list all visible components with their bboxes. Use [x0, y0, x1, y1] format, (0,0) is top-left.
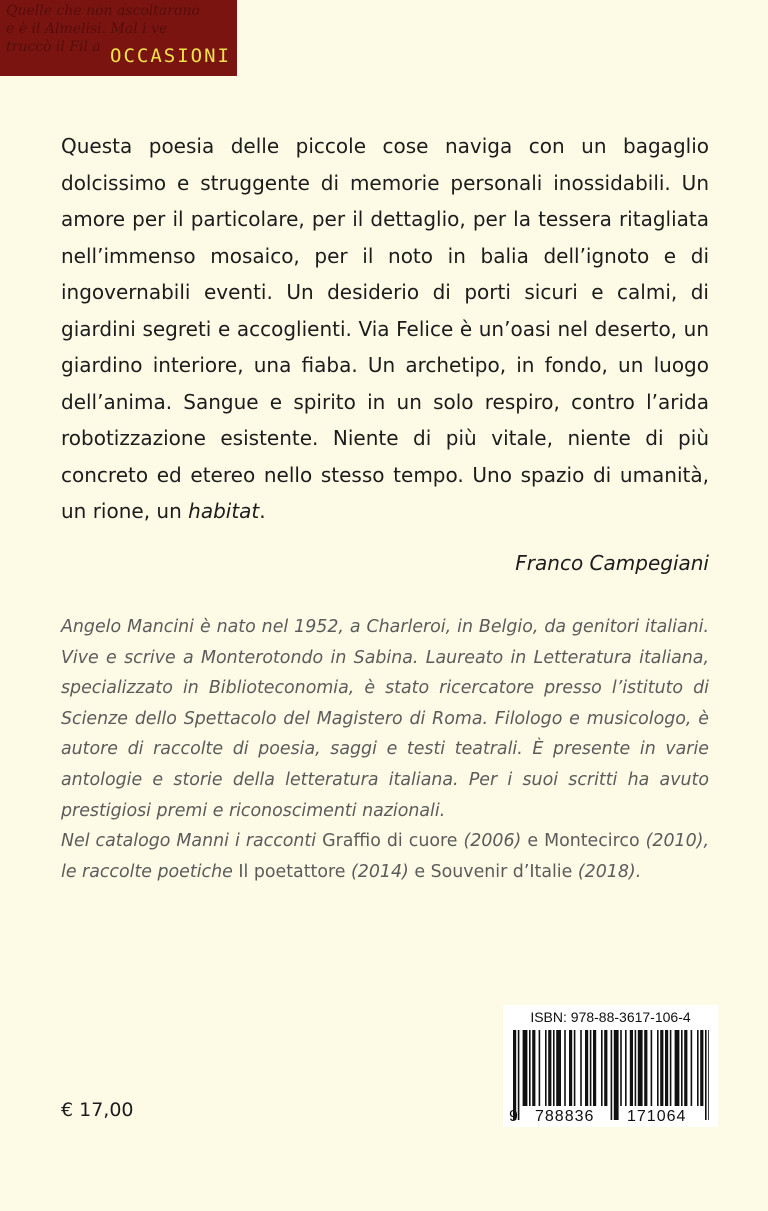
barcode-bar — [670, 1030, 672, 1106]
barcode-bar — [644, 1030, 647, 1106]
barcode-bar — [529, 1030, 531, 1106]
barcode-bar — [553, 1030, 555, 1106]
barcode-bar — [691, 1030, 693, 1106]
barcode-bar — [684, 1030, 687, 1106]
blurb — [61, 128, 709, 530]
barcode-bar — [569, 1030, 572, 1106]
price: € 17,00 — [61, 1099, 134, 1121]
barcode-icon — [513, 1030, 709, 1120]
series-label: OCCASIONI — [110, 45, 231, 67]
barcode-bar — [665, 1030, 668, 1106]
barcode-bar — [625, 1030, 627, 1106]
barcode-bar — [545, 1030, 547, 1106]
barcode-bar — [593, 1030, 596, 1106]
blurb-text: Questa poesia delle piccole cose naviga con un bagaglio dolcissimo e struggente di memorie personali inossidabili. Un amore per il particolare, per il dettaglio, per la tessera ritagliata nell’immenso mosaico, per il noto in balia dell’ignoto e di ingovernabili eventi. Un desiderio di porti sicuri e calmi, di giardini segreti e accoglienti. Via Felice è un’oasi nel deserto, un giardino interiore, una fiaba. Un archetipo, in fondo, un luogo dell’anima. Sangue e spirito in un solo respiro, contro l’arida robotizzazione esistente. Niente di più vitale, niente di più concreto ed etereo nello stesso tempo. Uno spazio di umanità, un rione, un habitat. — [61, 134, 709, 523]
barcode-bar — [585, 1030, 588, 1106]
bio-catalog: Nel catalogo Manni i racconti Graffio di cuore (2006) e Montecirco (2010), le raccolte poetiche Il poetattore (2014) e Souvenir d’Italie (2018). — [61, 831, 709, 882]
barcode-bar — [604, 1030, 607, 1106]
barcode-bar — [620, 1030, 622, 1106]
barcode-bar — [700, 1030, 703, 1106]
barcode-bar — [681, 1030, 683, 1106]
barcode-bar — [513, 1030, 516, 1120]
author-bio — [61, 612, 709, 887]
barcode-bar — [651, 1030, 653, 1106]
barcode-bar — [532, 1030, 535, 1106]
barcode-bar — [518, 1030, 520, 1120]
handwriting-background: Quelle che non ascoltarono e è il Almelisi. Mal i ve truccò il Fil a — [6, 3, 200, 55]
barcode-bar — [697, 1030, 699, 1106]
barcode-bar — [548, 1030, 551, 1106]
barcode-bar — [660, 1030, 663, 1106]
barcode-bar — [638, 1030, 643, 1106]
barcode-bar — [564, 1030, 566, 1106]
barcode-bar — [580, 1030, 582, 1106]
barcode-bar — [539, 1030, 541, 1106]
barcode-digit-group-left: 788836 — [535, 1108, 595, 1125]
barcode-digit-group-right: 171064 — [627, 1108, 687, 1125]
barcode-bar — [630, 1030, 633, 1106]
barcode-bar — [675, 1030, 680, 1106]
barcode-digit-lead: 9 — [509, 1108, 519, 1125]
barcode-bar — [614, 1030, 619, 1120]
barcode-bar — [635, 1030, 637, 1106]
barcode-bar — [590, 1030, 592, 1106]
blurb-signature: Franco Campegiani — [515, 551, 709, 575]
barcode-bar — [611, 1030, 613, 1120]
bio-paragraph: Angelo Mancini è nato nel 1952, a Charleroi, in Belgio, da genitori italiani. Vive e scrive a Monterotondo in Sabina. Laureato in Letteratura italiana, specializzato in Biblioteconomia, è stato ricercatore presso l’istituto di Scienze dello Spettacolo del Magistero di Roma. Filologo e musicologo, è autore di raccolte di poesia, saggi e testi teatrali. È presente in varie antologie e storie della letteratura italiana. Per i suoi scritti ha avuto prestigiosi premi e riconoscimenti nazionali. — [61, 617, 709, 821]
barcode-block — [503, 1005, 718, 1127]
barcode-bar — [523, 1030, 528, 1106]
barcode-bar — [556, 1030, 561, 1106]
barcode-bar — [657, 1030, 659, 1106]
barcode-bar — [708, 1030, 709, 1120]
barcode-bar — [601, 1030, 603, 1106]
isbn-label: ISBN: 978-88-3617-106-4 — [530, 1009, 691, 1025]
barcode-bar — [574, 1030, 576, 1106]
barcode-bar — [705, 1030, 707, 1120]
series-badge — [0, 0, 237, 76]
